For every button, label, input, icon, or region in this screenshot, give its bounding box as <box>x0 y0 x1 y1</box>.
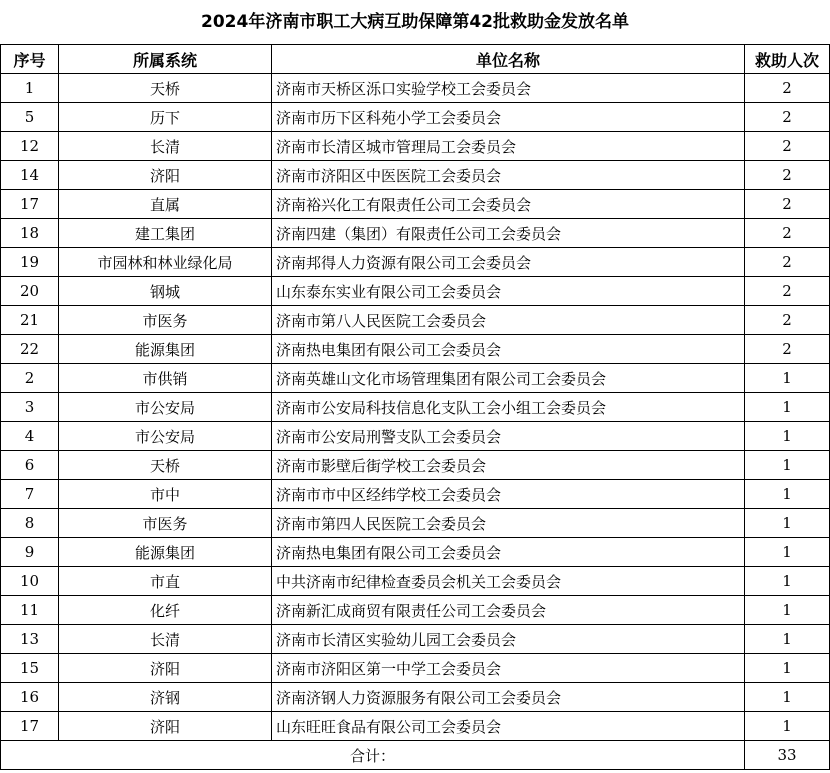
table-row <box>1 74 830 103</box>
row-system: 长清 <box>59 625 272 654</box>
table-row <box>1 306 830 335</box>
row-unit-name: 济南热电集团有限公司工会委员会 <box>272 335 745 364</box>
row-system: 天桥 <box>59 74 272 103</box>
row-relief-count: 1 <box>745 451 830 480</box>
table-row <box>1 393 830 422</box>
table-row <box>1 538 830 567</box>
row-index: 16 <box>1 683 59 712</box>
row-index: 18 <box>1 219 59 248</box>
row-unit-name: 济南裕兴化工有限责任公司工会委员会 <box>272 190 745 219</box>
row-unit-name: 济南热电集团有限公司工会委员会 <box>272 538 745 567</box>
row-system: 钢城 <box>59 277 272 306</box>
total-value: 33 <box>745 741 830 770</box>
row-relief-count: 1 <box>745 625 830 654</box>
row-system: 济阳 <box>59 654 272 683</box>
table-row <box>1 712 830 741</box>
row-system: 市供销 <box>59 364 272 393</box>
table-row <box>1 683 830 712</box>
row-system: 直属 <box>59 190 272 219</box>
row-index: 9 <box>1 538 59 567</box>
table-row <box>1 567 830 596</box>
row-system: 济钢 <box>59 683 272 712</box>
row-system: 市直 <box>59 567 272 596</box>
document-title: 2024年济南市职工大病互助保障第42批救助金发放名单 <box>201 12 629 32</box>
table-row <box>1 132 830 161</box>
table-row <box>1 335 830 364</box>
row-index: 5 <box>1 103 59 132</box>
row-relief-count: 1 <box>745 509 830 538</box>
row-relief-count: 2 <box>745 161 830 190</box>
table-header-row <box>1 45 830 74</box>
row-unit-name: 山东泰东实业有限公司工会委员会 <box>272 277 745 306</box>
row-unit-name: 济南新汇成商贸有限责任公司工会委员会 <box>272 596 745 625</box>
row-relief-count: 1 <box>745 480 830 509</box>
row-index: 22 <box>1 335 59 364</box>
row-index: 2 <box>1 364 59 393</box>
row-relief-count: 2 <box>745 103 830 132</box>
row-unit-name: 济南市历下区科苑小学工会委员会 <box>272 103 745 132</box>
row-system: 长清 <box>59 132 272 161</box>
row-unit-name: 济南市济阳区中医医院工会委员会 <box>272 161 745 190</box>
header-relief-count: 救助人次 <box>745 45 830 74</box>
row-relief-count: 1 <box>745 596 830 625</box>
row-relief-count: 1 <box>745 712 830 741</box>
table-row <box>1 248 830 277</box>
row-relief-count: 2 <box>745 219 830 248</box>
header-system: 所属系统 <box>59 45 272 74</box>
row-unit-name: 济南市天桥区泺口实验学校工会委员会 <box>272 74 745 103</box>
total-label: 合计： <box>1 741 745 770</box>
row-system: 济阳 <box>59 712 272 741</box>
row-unit-name: 济南市第四人民医院工会委员会 <box>272 509 745 538</box>
row-index: 13 <box>1 625 59 654</box>
row-index: 20 <box>1 277 59 306</box>
table-row <box>1 451 830 480</box>
row-index: 11 <box>1 596 59 625</box>
row-index: 17 <box>1 712 59 741</box>
table-body <box>1 74 830 741</box>
row-system: 天桥 <box>59 451 272 480</box>
table-row <box>1 625 830 654</box>
row-relief-count: 1 <box>745 393 830 422</box>
row-relief-count: 2 <box>745 335 830 364</box>
table-row <box>1 364 830 393</box>
row-relief-count: 1 <box>745 538 830 567</box>
row-system: 市公安局 <box>59 393 272 422</box>
row-index: 14 <box>1 161 59 190</box>
row-unit-name: 济南英雄山文化市场管理集团有限公司工会委员会 <box>272 364 745 393</box>
row-unit-name: 济南市公安局刑警支队工会委员会 <box>272 422 745 451</box>
row-index: 7 <box>1 480 59 509</box>
row-index: 21 <box>1 306 59 335</box>
table-row <box>1 480 830 509</box>
row-system: 历下 <box>59 103 272 132</box>
row-unit-name: 济南邦得人力资源有限公司工会委员会 <box>272 248 745 277</box>
table-row <box>1 103 830 132</box>
table-row <box>1 654 830 683</box>
total-row <box>1 741 830 770</box>
row-system: 市医务 <box>59 509 272 538</box>
row-relief-count: 2 <box>745 306 830 335</box>
row-unit-name: 济南市公安局科技信息化支队工会小组工会委员会 <box>272 393 745 422</box>
row-relief-count: 1 <box>745 567 830 596</box>
row-relief-count: 1 <box>745 654 830 683</box>
row-relief-count: 2 <box>745 248 830 277</box>
header-index: 序号 <box>1 45 59 74</box>
row-unit-name: 济南市影壁后街学校工会委员会 <box>272 451 745 480</box>
table-row <box>1 422 830 451</box>
row-system: 市园林和林业绿化局 <box>59 248 272 277</box>
row-system: 建工集团 <box>59 219 272 248</box>
row-relief-count: 1 <box>745 683 830 712</box>
row-system: 市公安局 <box>59 422 272 451</box>
row-relief-count: 1 <box>745 364 830 393</box>
row-index: 19 <box>1 248 59 277</box>
row-unit-name: 济南四建（集团）有限责任公司工会委员会 <box>272 219 745 248</box>
table-row <box>1 277 830 306</box>
row-system: 市中 <box>59 480 272 509</box>
header-unit-name: 单位名称 <box>272 45 745 74</box>
row-relief-count: 1 <box>745 422 830 451</box>
row-index: 3 <box>1 393 59 422</box>
row-index: 4 <box>1 422 59 451</box>
relief-list-table <box>0 44 830 770</box>
row-unit-name: 济南市济阳区第一中学工会委员会 <box>272 654 745 683</box>
row-unit-name: 济南市市中区经纬学校工会委员会 <box>272 480 745 509</box>
table-row <box>1 509 830 538</box>
row-unit-name: 济南市长清区城市管理局工会委员会 <box>272 132 745 161</box>
table-row <box>1 219 830 248</box>
row-index: 17 <box>1 190 59 219</box>
row-system: 能源集团 <box>59 538 272 567</box>
row-unit-name: 济南济钢人力资源服务有限公司工会委员会 <box>272 683 745 712</box>
row-system: 化纤 <box>59 596 272 625</box>
row-index: 8 <box>1 509 59 538</box>
row-index: 6 <box>1 451 59 480</box>
row-system: 济阳 <box>59 161 272 190</box>
row-index: 15 <box>1 654 59 683</box>
row-relief-count: 2 <box>745 132 830 161</box>
row-unit-name: 中共济南市纪律检查委员会机关工会委员会 <box>272 567 745 596</box>
row-system: 市医务 <box>59 306 272 335</box>
row-index: 10 <box>1 567 59 596</box>
row-relief-count: 2 <box>745 277 830 306</box>
row-unit-name: 山东旺旺食品有限公司工会委员会 <box>272 712 745 741</box>
table-row <box>1 596 830 625</box>
row-unit-name: 济南市第八人民医院工会委员会 <box>272 306 745 335</box>
row-system: 能源集团 <box>59 335 272 364</box>
row-relief-count: 2 <box>745 74 830 103</box>
row-relief-count: 2 <box>745 190 830 219</box>
row-unit-name: 济南市长清区实验幼儿园工会委员会 <box>272 625 745 654</box>
row-index: 1 <box>1 74 59 103</box>
row-index: 12 <box>1 132 59 161</box>
table-row <box>1 190 830 219</box>
table-row <box>1 161 830 190</box>
